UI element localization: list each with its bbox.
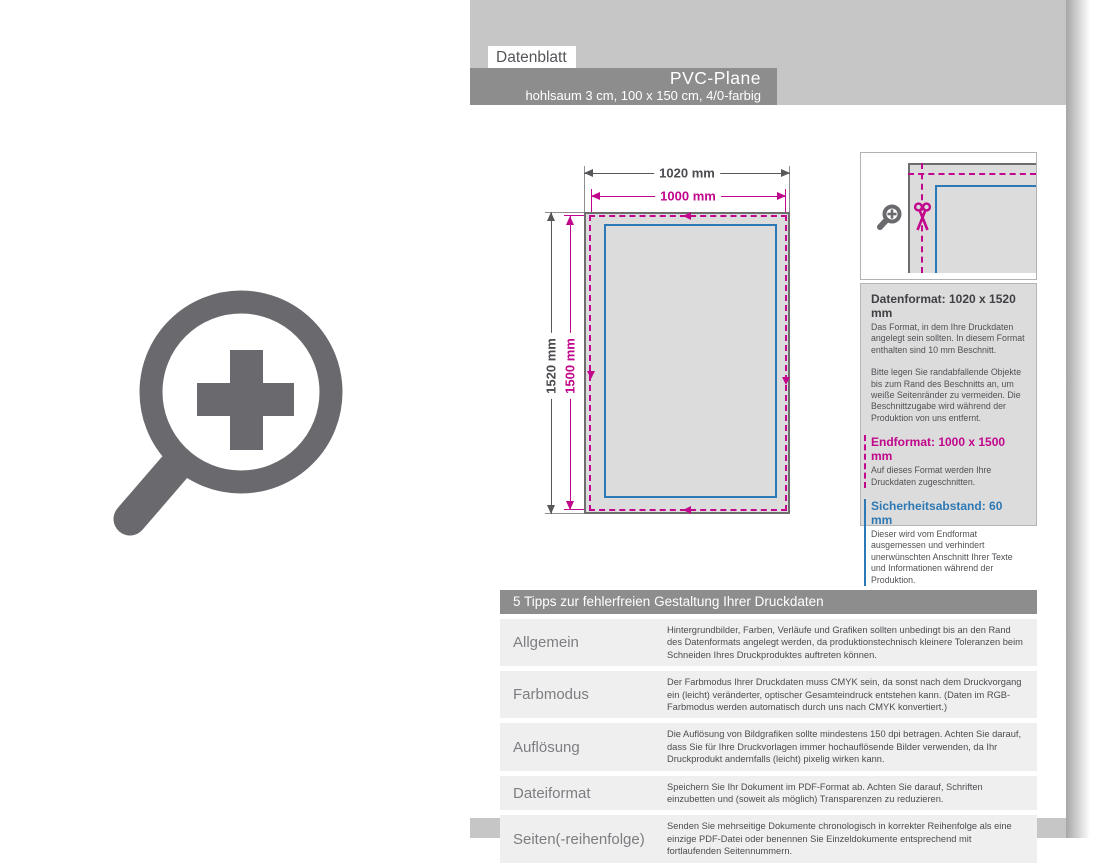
dim-label-data-height: 1520 mm: [544, 333, 559, 399]
dim-label-end-height: 1500 mm: [563, 333, 578, 399]
arrowhead-icon: [777, 192, 786, 200]
tip-text-farbmodus: Der Farbmodus Ihrer Druckdaten muss CMYK sein, da sonst nach dem Druckvorgang ein (leicht) veränderter, optischer Gesamteindruck entstehen kann. (Daten im RGB-Farbmodus werden automatisch durch uns nach CMYK konvertiert.): [667, 677, 1022, 713]
tip-label-aufloesung: Auflösung: [513, 738, 580, 756]
table-row: [500, 776, 1037, 811]
endformat-heading: Endformat: 1000 x 1500 mm: [871, 435, 1006, 464]
datenformat-text-2: Bitte legen Sie randabfallende Objekte bis zum Rand des Beschnitts an, um weiße Seitenränder zu vermeiden. Die Beschnittzugabe wird während der Produktion von uns entfernt.: [871, 367, 1022, 423]
product-title: PVC-Plane: [669, 68, 761, 88]
tips-title: 5 Tipps zur fehlerfreien Gestaltung Ihrer Druckdaten: [500, 590, 1037, 614]
table-row: [500, 619, 1037, 666]
zoom-plus-icon: [875, 203, 905, 233]
endformat-section: [864, 435, 1027, 488]
sicherheitsabstand-rect: [604, 224, 777, 498]
page-edge-shadow: [1066, 0, 1090, 838]
tip-label-allgemein: Allgemein: [513, 634, 579, 652]
scissors-icon: [911, 202, 934, 234]
datenformat-text-1: Das Format, in dem Ihre Druckdaten angelegt sein sollten. In diesem Format enthalten sind 10 mm Beschnitt.: [871, 322, 1025, 355]
tip-text-allgemein: Hintergrundbilder, Farben, Verläufe und Grafiken sollten unbedingt bis an den Rand des Datenformats angelegt werden, da produktionstechnisch kleinere Toleranzen beim Schneiden Ihres Druckproduktes auftreten können.: [667, 625, 1023, 660]
format-info-panel: [860, 283, 1037, 585]
tip-text-seitenreihenfolge: Senden Sie mehrseitige Dokumente chronologisch in korrekter Reihenfolge als eine einzige PDF-Datei oder benennen Sie Einzeldokumente entsprechend mit fortlaufenden Seitennummern.: [667, 821, 1012, 857]
arrowhead-icon: [547, 212, 555, 221]
sicherheitsabstand-section: [864, 499, 1027, 586]
product-subtitle: hohlsaum 3 cm, 100 x 150 cm, 4/0-farbig: [525, 88, 761, 103]
sicherheitsabstand-text: Dieser wird vom Endformat ausgemessen und verhindert unerwünschten Anschnitt Ihrer Texte und Informationen während der Produktion.: [871, 529, 1013, 585]
tips-table: [500, 590, 1037, 863]
tip-label-farbmodus: Farbmodus: [513, 686, 589, 704]
arrowhead-icon: [547, 505, 555, 514]
arrowhead-icon: [566, 216, 574, 225]
tip-label-dateiformat: Dateiformat: [513, 784, 591, 802]
dash-arrow-icon: [782, 377, 790, 385]
dash-arrow-icon: [683, 212, 691, 220]
endformat-text: Auf dieses Format werden Ihre Druckdaten zugeschnitten.: [871, 465, 992, 487]
zoom-plus-logo-icon: [98, 282, 360, 550]
tip-label-seitenreihenfolge: Seiten(-reihenfolge): [513, 830, 645, 848]
dash-arrow-icon: [683, 506, 691, 514]
dim-label-end-width: 1000 mm: [655, 189, 721, 204]
datenblatt-tab: Datenblatt: [488, 46, 576, 69]
table-row: [500, 671, 1037, 718]
arrowhead-icon: [591, 192, 600, 200]
sicherheitsabstand-heading: Sicherheitsabstand: 60 mm: [871, 499, 1003, 528]
arrowhead-icon: [781, 169, 790, 177]
arrowhead-icon: [584, 169, 593, 177]
detail-bleed-line-h: [908, 173, 1036, 175]
corner-detail-box: [860, 152, 1037, 280]
arrowhead-icon: [566, 501, 574, 510]
dim-label-data-width: 1020 mm: [654, 166, 720, 181]
product-title-bar: [470, 68, 777, 105]
detail-safety-corner: [935, 185, 1036, 273]
tip-text-dateiformat: Speichern Sie Ihr Dokument im PDF-Format ab. Achten Sie darauf, Schriften einzubetten und (soweit als möglich) Transparenzen zu reduzieren.: [667, 781, 983, 805]
table-row: [500, 723, 1037, 770]
table-row: [500, 815, 1037, 862]
tip-text-aufloesung: Die Auflösung von Bildgrafiken sollte mindestens 150 dpi betragen. Achten Sie darauf, dass Sie für Ihre Druckvorlagen immer hochauflösende Bilder verwenden, da Ihr Druckprodukt andernfalls (leicht) pixelig wirken kann.: [667, 729, 1022, 765]
datenformat-heading: Datenformat: 1020 x 1520 mm: [871, 292, 1016, 320]
dash-arrow-icon: [587, 371, 595, 379]
